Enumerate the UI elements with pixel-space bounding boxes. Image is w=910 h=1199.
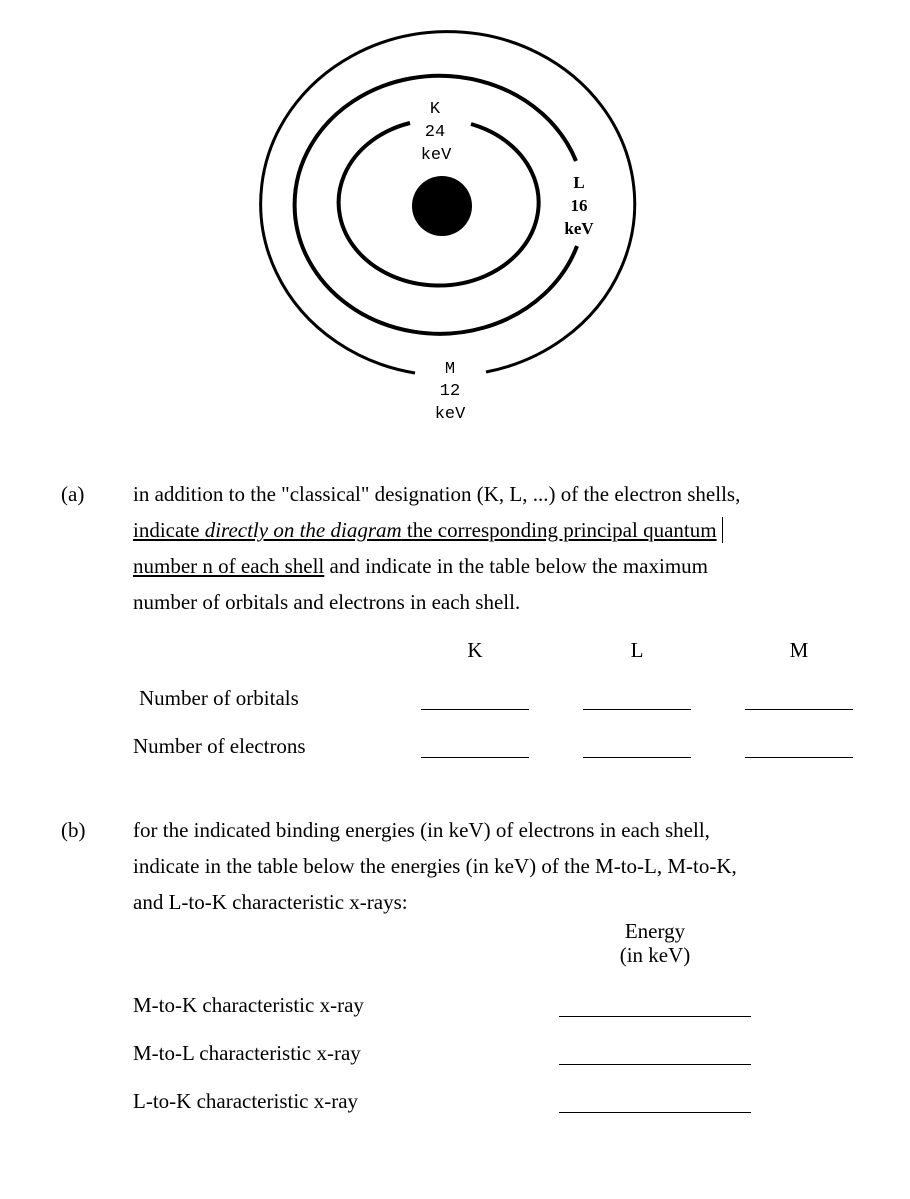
row-label-electrons: Number of electrons — [133, 734, 306, 758]
k-shell-energy: 24 — [424, 123, 446, 142]
m-to-k-energy-blank[interactable] — [559, 1016, 751, 1017]
part-b-line-3: and L-to-K characteristic x-rays: — [133, 890, 408, 914]
atom-shell-diagram — [0, 0, 910, 440]
energy-header-line-2: (in keV) — [619, 943, 691, 967]
part-a-line-3-underlined: number n of each shell — [133, 554, 325, 578]
l-shell-energy: 16 — [570, 196, 588, 215]
electrons-k-blank[interactable] — [421, 757, 529, 758]
energy-header-line-1: Energy — [624, 919, 686, 943]
part-a-line-1: in addition to the "classical" designation (K, L, ...) of the electron shells, — [133, 482, 741, 506]
part-b-marker: (b) — [61, 818, 86, 842]
nucleus — [412, 176, 472, 236]
m-to-l-energy-blank[interactable] — [559, 1064, 751, 1065]
text-cursor — [722, 517, 723, 543]
column-header-k: K — [467, 638, 483, 662]
part-b-line-2: indicate in the table below the energies (in keV) of the M-to-L, M-to-K, — [133, 854, 737, 878]
k-shell-unit: keV — [420, 146, 452, 165]
row-label-orbitals: Number of orbitals — [139, 686, 299, 710]
part-a-line-3 — [133, 548, 708, 584]
row-label-m-to-k: M-to-K characteristic x-ray — [133, 993, 364, 1017]
part-a-line-2 — [133, 512, 723, 548]
m-shell-name: M — [444, 360, 456, 379]
row-label-m-to-l: M-to-L characteristic x-ray — [133, 1041, 361, 1065]
column-header-l: L — [630, 638, 644, 662]
k-shell-name: K — [429, 100, 441, 119]
electrons-m-blank[interactable] — [745, 757, 853, 758]
orbitals-l-blank[interactable] — [583, 709, 691, 710]
part-a-line-2-italic: directly on the diagram — [204, 518, 402, 542]
orbitals-m-blank[interactable] — [745, 709, 853, 710]
electrons-l-blank[interactable] — [583, 757, 691, 758]
part-a-line-3-rest: and indicate in the table below the maximum — [324, 554, 709, 578]
part-a-line-2-underlined-end: the corresponding principal quantum — [401, 518, 717, 542]
column-header-m: M — [789, 638, 809, 662]
l-shell-name: L — [573, 173, 585, 192]
orbitals-k-blank[interactable] — [421, 709, 529, 710]
part-a-marker: (a) — [61, 482, 85, 506]
row-label-l-to-k: L-to-K characteristic x-ray — [133, 1089, 359, 1113]
m-shell-energy: 12 — [439, 382, 461, 401]
part-b-line-1: for the indicated binding energies (in keV) of electrons in each shell, — [133, 818, 710, 842]
part-a-line-4: number of orbitals and electrons in each shell. — [133, 590, 521, 614]
energy-column-header — [575, 919, 735, 967]
l-shell-unit: keV — [564, 219, 594, 238]
part-a-line-2-underlined-start: indicate — [133, 518, 205, 542]
m-shell-unit: keV — [434, 405, 466, 424]
l-to-k-energy-blank[interactable] — [559, 1112, 751, 1113]
